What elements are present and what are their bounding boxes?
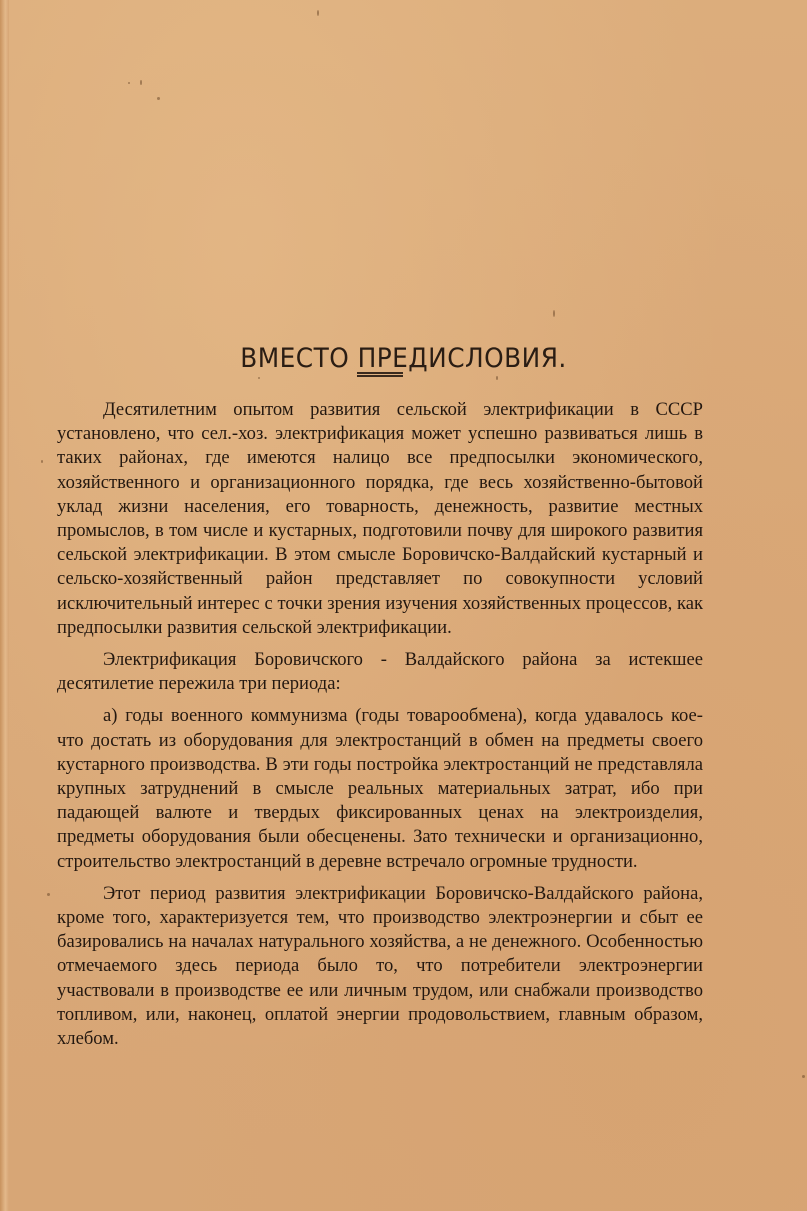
paper-speck: [802, 1075, 805, 1078]
paper-speck: [258, 377, 260, 379]
page-binding-edge: [0, 0, 9, 1211]
paper-speck: [317, 10, 319, 16]
page-title: ВМЕСТО ПРЕДИСЛОВИЯ.: [240, 343, 567, 375]
paragraph: Этот период развития электрификации Боровичско-Валдайского района, кроме того, характеризуется тем, что производство электроэнергии и сбыт ее базировались на началах натурального хозяйства, а не денежного. Особенностью отмечаемого здесь периода было то, что потребители электроэнергии участвовали в производстве ее или личным трудом, или снабжали производство топливом, или, наконец, оплатой энергии продовольствием, главным образом, хлебом.: [57, 882, 703, 1050]
paper-speck: [47, 893, 50, 896]
paper-speck: [41, 460, 43, 463]
paragraph: Десятилетним опытом развития сельской электрификации в СССР установлено, что сел.-хоз. электрификация может успешно развиваться лишь в таких районах, где имеются налицо все предпосылки экономического, хозяйственного и организационного порядка, где весь хозяйственно-бытовой уклад жизни населения, его товарность, денежность, развитие местных промыслов, в том числе и кустарных, подготовили почву для широкого развития сельской электрификации. В этом смысле Боровичско-Валдайский кустарный и сельско-хозяйственный район представляет по совокупности условий исключительный интерес с точки зрения изучения хозяйственных процессов, как предпосылки развития сельской электрификации.: [57, 399, 703, 638]
title-double-rule: [357, 372, 403, 377]
paragraph: а) годы военного коммунизма (годы товарообмена), когда удавалось кое-что достать из оборудования для электростанций в обмен на предметы своего кустарного производства. В эти годы постройка электростанций не представляла крупных затруднений в смысле реальных материальных затрат, ибо при падающей валюте и твердых фиксированных ценах на электроизделия, предметы оборудования были обесценены. Зато технически и организационно, строительство электростанций в деревне встречало огромные трудности.: [57, 705, 703, 872]
paper-speck: [140, 80, 142, 85]
paragraph: Электрификация Боровичского - Валдайского района за истекшее десятилетие пережила три периода:: [57, 649, 703, 695]
paper-speck: [496, 376, 498, 380]
paper-speck: [553, 310, 555, 317]
paper-speck: [128, 82, 130, 84]
body-text: [57, 398, 703, 1059]
paper-speck: [157, 97, 160, 100]
